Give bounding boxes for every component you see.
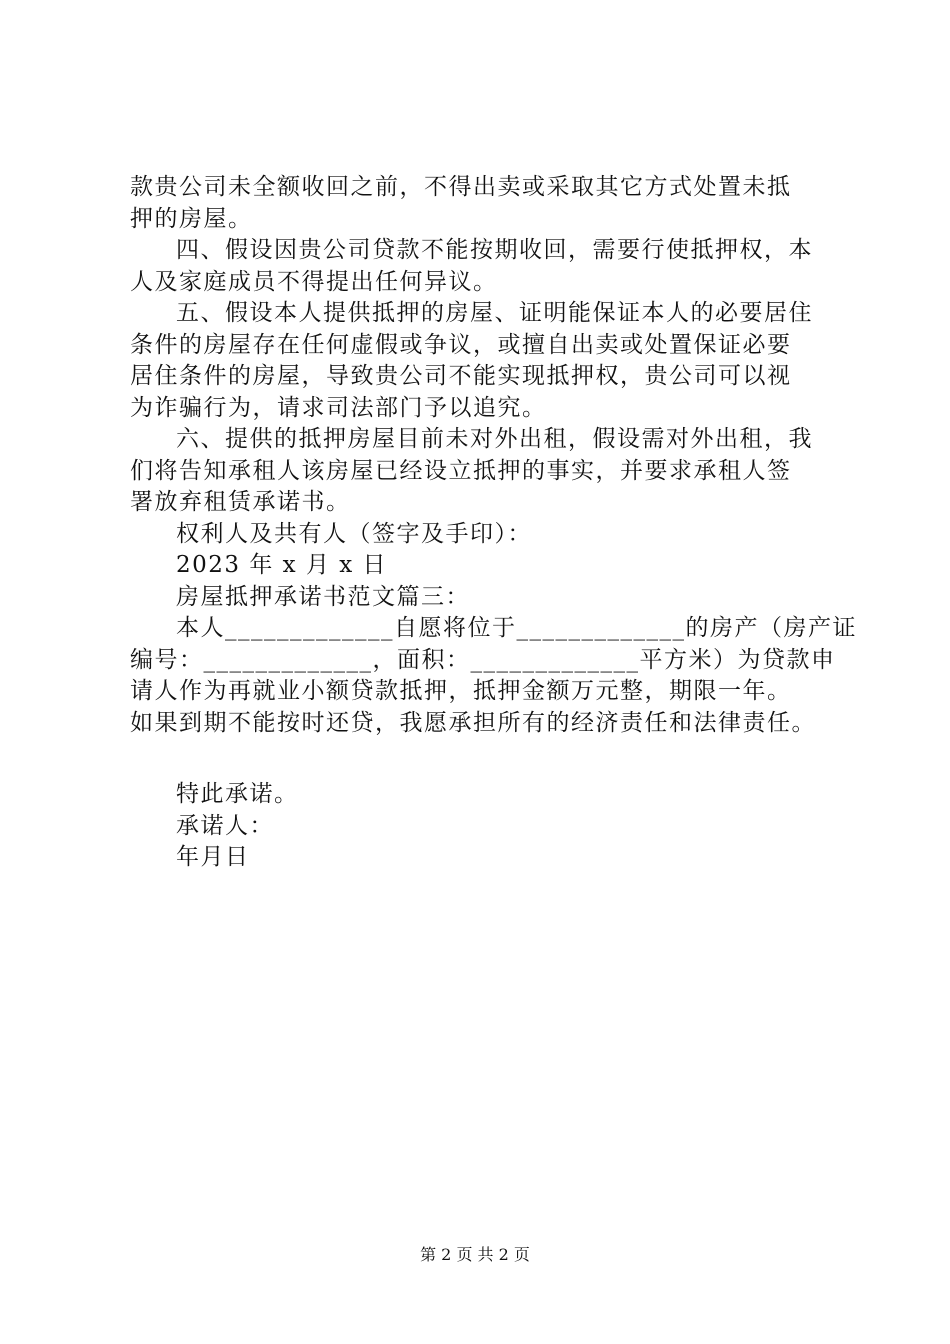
clause-six: 六、提供的抵押房屋目前未对外出租，假设需对外出租，我 [176,426,813,452]
signature-label: 权利人及共有人（签字及手印）： [176,520,532,547]
text-line: 为诈骗行为，请求司法部门予以追究。 [130,394,547,421]
text-line: 人及家庭成员不得提出任何异议。 [130,268,498,295]
text-line: 们将告知承租人该房屋已经设立抵押的事实，并要求承租人签 [130,457,792,484]
text-line: 条件的房屋存在任何虚假或争议，或擅自出卖或处置保证必要 [130,331,792,358]
section-heading: 房屋抵押承诺书范文篇三： [176,583,470,610]
page-footer: 第 2 页 共 2 页 [420,1245,530,1264]
pledger-label: 承诺人： [176,812,274,839]
text-line: 编号：_____________，面积：_____________平方米）为贷款申 [130,646,836,673]
text-line: 请人作为再就业小额贷款抵押，抵押金额万元整，期限一年。 [130,678,792,704]
date-line: 2023 年 x 月 x 日 [176,552,388,578]
clause-five: 五、假设本人提供抵押的房屋、证明能保证本人的必要居住 [176,300,813,326]
text-line: 押的房屋。 [130,205,253,232]
paragraph-gap [130,739,850,779]
closing-date: 年月日 [176,844,250,870]
text-line: 如果到期不能按时还贷，我愿承担所有的经济责任和法律责任。 [130,709,816,736]
text-line: 署放弃租赁承诺书。 [130,489,351,515]
text-line: 居住条件的房屋，导致贵公司不能实现抵押权，贵公司可以视 [130,363,792,389]
text-line: 款贵公司未全额收回之前，不得出卖或采取其它方式处置未抵 [130,174,792,200]
clause-four: 四、假设因贵公司贷款不能按期收回，需要行使抵押权，本 [176,237,813,263]
document-body [130,172,857,874]
pledge-paragraph-start: 本人_____________自愿将位于_____________的房产（房产证 [176,615,857,641]
closing-statement: 特此承诺。 [176,781,299,807]
